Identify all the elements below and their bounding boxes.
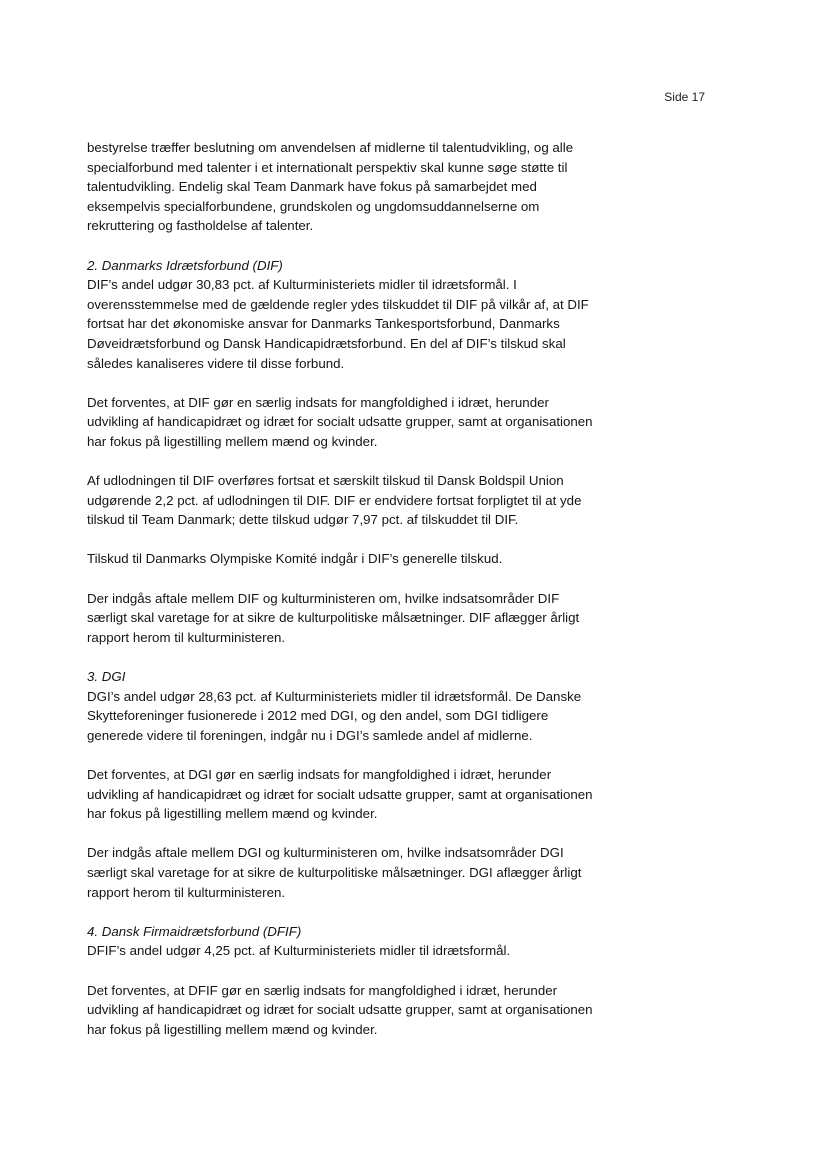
text-line: Der indgås aftale mellem DIF og kulturministeren om, hvilke indsatsområder DIF	[87, 590, 560, 606]
section-heading: 4. Dansk Firmaidrætsforbund (DFIF)	[87, 923, 302, 939]
text-line: således kanaliseres videre til disse forbund.	[87, 355, 345, 371]
text-line: rapport herom til kulturministeren.	[87, 884, 286, 900]
text-line: rekruttering og fastholdelse af talenter.	[87, 218, 314, 234]
text-line: tilskud til Team Danmark; dette tilskud udgør 7,97 pct. af tilskuddet til DIF.	[87, 512, 519, 528]
section-heading: 2. Danmarks Idrætsforbund (DIF)	[87, 257, 283, 273]
text-line: DIF’s andel udgør 30,83 pct. af Kulturministeriets midler til idrætsformål. I	[87, 277, 517, 293]
text-line: Skytteforeninger fusionerede i 2012 med DGI, og den andel, som DGI tidligere	[87, 708, 549, 724]
text-line: bestyrelse træffer beslutning om anvendelsen af midlerne til talentudvikling, og alle	[87, 140, 574, 155]
text-line: særligt skal varetage for at sikre de kulturpolitiske målsætninger. DGI aflægger årligt	[87, 864, 582, 880]
text-line: talentudvikling. Endelig skal Team Danmark have fokus på samarbejdet med	[87, 179, 537, 195]
paragraph	[87, 549, 632, 569]
section-heading: 3. DGI	[87, 669, 126, 685]
text-line: udvikling af handicapidræt og idræt for socialt udsatte grupper, samt at organisationen	[87, 1002, 593, 1018]
text-line: Der indgås aftale mellem DGI og kulturministeren om, hvilke indsatsområder DGI	[87, 845, 564, 861]
paragraph	[87, 981, 632, 1040]
section-dif	[87, 256, 632, 374]
text-line: har fokus på ligestilling mellem mænd og kvinder.	[87, 433, 378, 449]
paragraph	[87, 589, 632, 648]
text-line: specialforbund med talenter i et internationalt perspektiv skal kunne søge støtte til	[87, 159, 568, 175]
page-number: Side 17	[664, 90, 705, 104]
text-line: DGI’s andel udgør 28,63 pct. af Kulturministeriets midler til idrætsformål. De Danske	[87, 688, 582, 704]
text-line: udvikling af handicapidræt og idræt for socialt udsatte grupper, samt at organisationen	[87, 786, 593, 802]
document-body	[87, 138, 632, 1059]
text-line: Tilskud til Danmarks Olympiske Komité indgår i DIF’s generelle tilskud.	[87, 551, 503, 567]
text-line: generede videre til foreningen, indgår nu i DGI’s samlede andel af midlerne.	[87, 727, 533, 743]
intro-paragraph	[87, 138, 632, 236]
text-line: udvikling af handicapidræt og idræt for socialt udsatte grupper, samt at organisationen	[87, 414, 593, 430]
text-line: Af udlodningen til DIF overføres fortsat et særskilt tilskud til Dansk Boldspil Union	[87, 473, 564, 489]
text-line: DFIF’s andel udgør 4,25 pct. af Kulturministeriets midler til idrætsformål.	[87, 943, 511, 959]
text-line: Det forventes, at DGI gør en særlig indsats for mangfoldighed i idræt, herunder	[87, 767, 552, 782]
paragraph	[87, 765, 632, 824]
paragraph	[87, 471, 632, 530]
text-line: særligt skal varetage for at sikre de kulturpolitiske målsætninger. DIF aflægger årligt	[87, 610, 580, 626]
text-line: rapport herom til kulturministeren.	[87, 629, 286, 645]
text-line: Døveidrætsforbund og Dansk Handicapidrætsforbund. En del af DIF’s tilskud skal	[87, 335, 566, 351]
text-line: fortsat har det økonomiske ansvar for Danmarks Tankesportsforbund, Danmarks	[87, 316, 560, 332]
paragraph	[87, 843, 632, 902]
section-dfif	[87, 922, 632, 961]
section-dgi	[87, 667, 632, 745]
text-line: udgørende 2,2 pct. af udlodningen til DIF. DIF er endvidere fortsat forpligtet til at yde	[87, 492, 582, 508]
text-line: har fokus på ligestilling mellem mænd og kvinder.	[87, 806, 378, 822]
text-line: overensstemmelse med de gældende regler ydes tilskuddet til DIF på vilkår af, at DIF	[87, 296, 589, 312]
text-line: Det forventes, at DIF gør en særlig indsats for mangfoldighed i idræt, herunder	[87, 394, 549, 410]
text-line: har fokus på ligestilling mellem mænd og kvinder.	[87, 1021, 378, 1037]
text-line: eksempelvis specialforbundene, grundskolen og ungdomsuddannelserne om	[87, 198, 540, 214]
paragraph	[87, 393, 632, 452]
text-line: Det forventes, at DFIF gør en særlig indsats for mangfoldighed i idræt, herunder	[87, 982, 558, 998]
